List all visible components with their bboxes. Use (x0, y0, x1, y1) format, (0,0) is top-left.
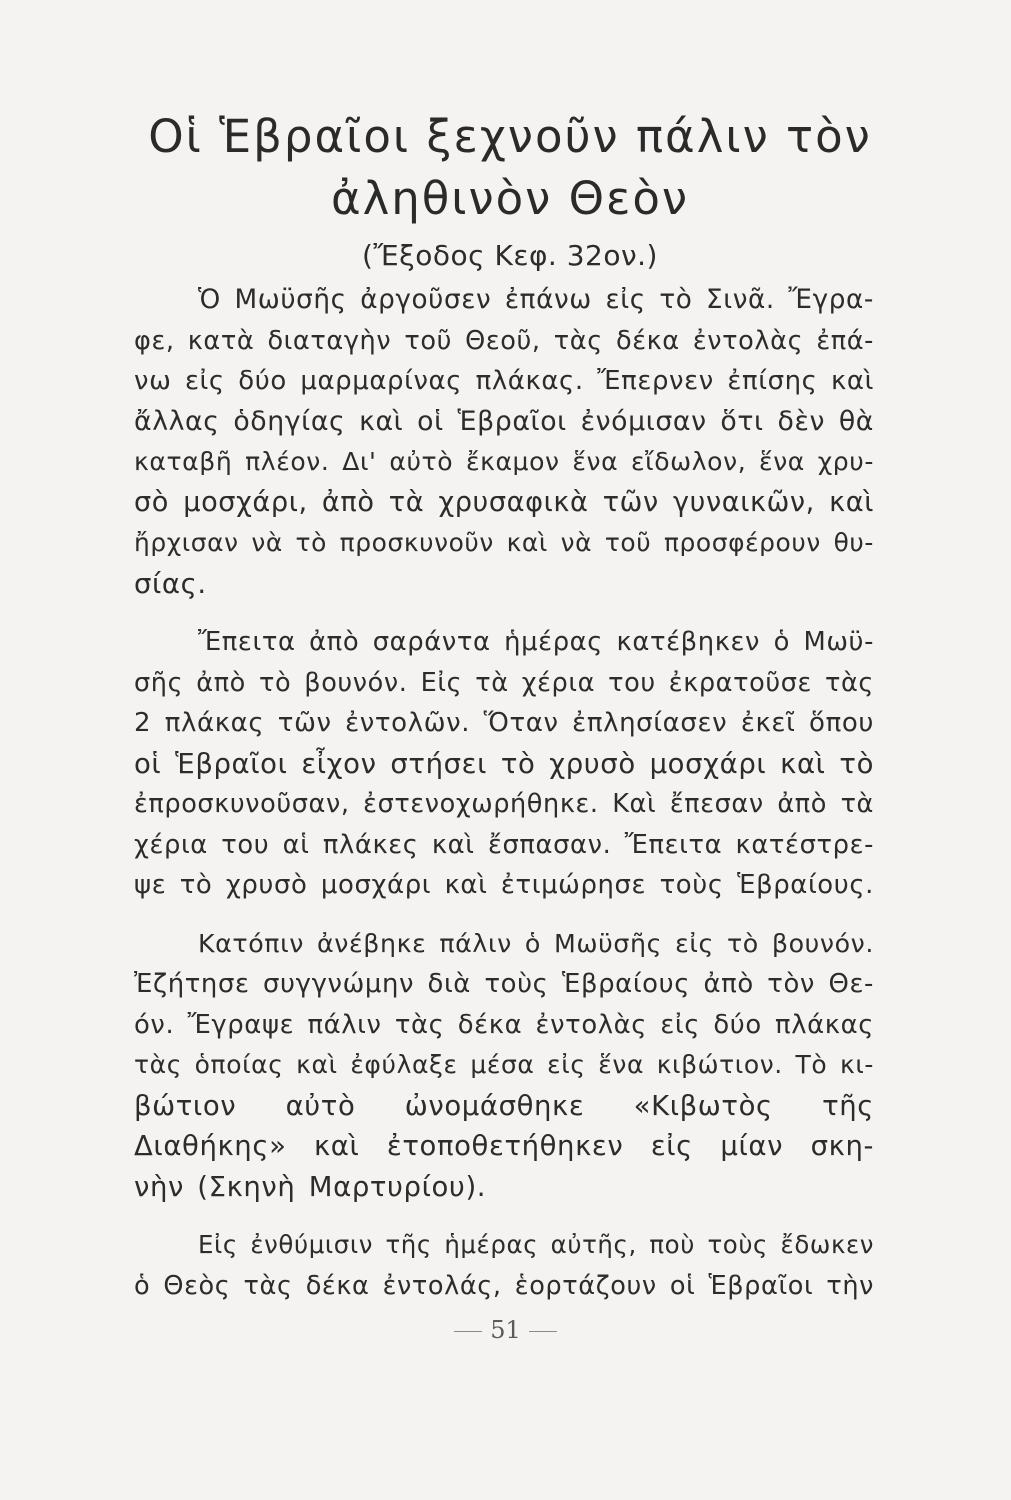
page-number-dash-right (529, 1331, 557, 1332)
page-number (0, 1316, 1011, 1344)
text-line: σίας. (134, 567, 207, 600)
paragraph-2 (134, 622, 874, 906)
text-line: φε, κατὰ διαταγὴν τοῦ Θεοῦ, τὰς δέκα ἐντολὰς ἐπά- (134, 325, 874, 356)
text-line: ἄλλας ὁδηγίας καὶ οἱ Ἑβραῖοι ἐνόμισαν ὅτι δὲν θὰ (134, 405, 874, 437)
text-line: νὴν (Σκηνὴ Μαρτυρίου). (134, 1170, 487, 1203)
chapter-title-line-1: Οἱ Ἑβραῖοι ξεχνοῦν πάλιν τὸν (148, 110, 872, 163)
page-number-dash-left (454, 1331, 482, 1332)
text-line: Ἐζήτησε συγγνώμην διὰ τοὺς Ἑβραίους ἀπὸ τὸν Θε- (134, 969, 874, 999)
paragraph-4 (134, 1225, 874, 1306)
body-text (134, 280, 874, 1306)
text-line: οἱ Ἑβραῖοι εἶχον στήσει τὸ χρυσὸ μοσχάρι καὶ τὸ (134, 747, 874, 780)
text-line: σῆς ἀπὸ τὸ βουνόν. Εἰς τὰ χέρια του ἐκρατοῦσε τὰς (134, 667, 874, 698)
chapter-title (120, 106, 900, 230)
text-line: Διαθήκης» καὶ ἐτοποθετήθηκεν εἰς μίαν σκη- (134, 1130, 874, 1162)
chapter-title-line-2: ἀληθινὸν Θεὸν (330, 172, 690, 225)
text-line: σὸ μοσχάρι, ἀπὸ τὰ χρυσαφικὰ τῶν γυναικῶν, καὶ (134, 486, 874, 518)
text-line: όν. Ἔγραψε πάλιν τὰς δέκα ἐντολὰς εἰς δύο πλάκας (134, 1009, 874, 1040)
text-line: βώτιον αὐτὸ ὠνομάσθηκε «Κιβωτὸς τῆς (134, 1089, 874, 1122)
text-line: ἤρχισαν νὰ τὸ προσκυνοῦν καὶ νὰ τοῦ προσφέρουν θυ- (134, 528, 874, 557)
text-line: Εἰς ἐνθύμισιν τῆς ἡμέρας αὐτῆς, ποὺ τοὺς ἔδωκεν (198, 1230, 874, 1259)
scripture-reference: (Ἔξοδος Κεφ. 32ον.) (362, 239, 658, 272)
paragraph-1 (134, 280, 874, 604)
text-line: Ἔπειτα ἀπὸ σαράντα ἡμέρας κατέβηκεν ὁ Μωϋ- (198, 627, 874, 657)
text-line: χέρια του αἱ πλάκες καὶ ἔσπασαν. Ἔπειτα κατέστρε- (134, 829, 874, 860)
text-line: ὁ Θεὸς τὰς δέκα ἐντολάς, ἑορτάζουν οἱ Ἑβραῖοι τὴν (134, 1270, 874, 1301)
text-line: νω εἰς δύο μαρμαρίνας πλάκας. Ἔπερνεν ἐπίσης καὶ (134, 366, 874, 396)
text-line: 2 πλάκας τῶν ἐντολῶν. Ὅταν ἐπλησίασεν ἐκεῖ ὅπου (134, 708, 874, 738)
text-line: Κατόπιν ἀνέβηκε πάλιν ὁ Μωϋσῆς εἰς τὸ βουνόν. (198, 928, 874, 958)
text-line: ἐπροσκυνοῦσαν, ἐστενοχωρήθηκε. Καὶ ἔπεσαν ἀπὸ τὰ (134, 789, 874, 819)
text-line: ψε τὸ χρυσὸ μοσχάρι καὶ ἐτιμώρησε τοὺς Ἑβραίους. (134, 870, 874, 900)
page-number-value: 51 (490, 1316, 521, 1344)
text-line: καταβῆ πλέον. Δι' αὐτὸ ἔκαμον ἕνα εἴδωλον, ἕνα χρυ- (134, 447, 874, 476)
text-line: Ὁ Μωϋσῆς ἀργοῦσεν ἐπάνω εἰς τὸ Σινᾶ. Ἔγρα- (198, 285, 874, 315)
text-line: τὰς ὁποίας καὶ ἐφύλαξε μέσα εἰς ἕνα κιβώτιον. Τὸ κι- (134, 1050, 874, 1079)
paragraph-3 (134, 924, 874, 1208)
